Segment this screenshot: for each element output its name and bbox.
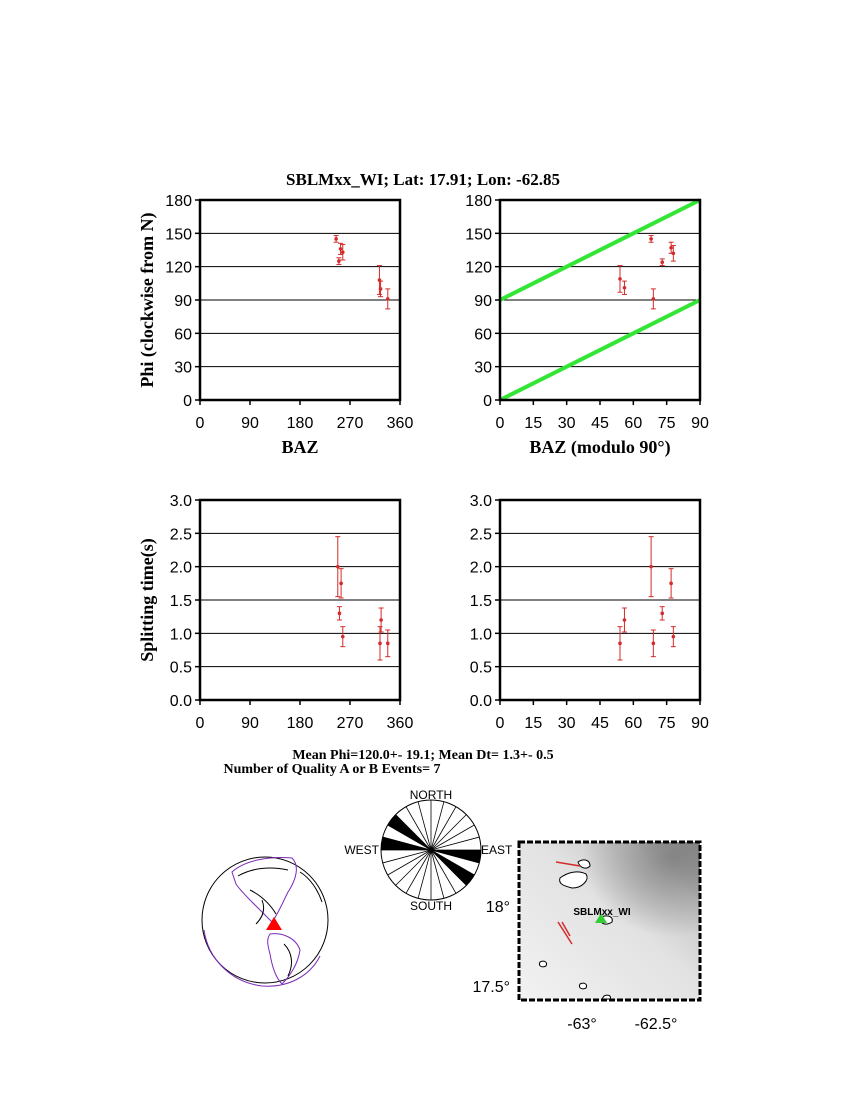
dt-mod90-ticks	[470, 493, 709, 732]
y-axis-label: Phi (clockwise from N)	[137, 212, 157, 388]
rose-label-east: EAST	[481, 843, 513, 857]
x-tick-label: 180	[286, 715, 314, 732]
y-tick-label: 150	[165, 226, 192, 244]
x-tick-label: 15	[524, 715, 543, 732]
x-tick-label: 75	[657, 415, 676, 432]
regional-map	[472, 842, 700, 1033]
x-tick-label: 75	[657, 715, 676, 732]
summary-mean: Mean Phi=120.0+- 19.1; Mean Dt= 1.3+- 0.5	[292, 748, 554, 763]
globe-outline	[202, 857, 328, 983]
y-tick-label: 30	[174, 359, 192, 377]
lon-label-63: -63°	[567, 1016, 597, 1033]
x-tick-label: 30	[557, 715, 576, 732]
summary-count: Number of Quality A or B Events= 7	[223, 762, 441, 777]
x-tick-label: 90	[241, 715, 259, 732]
y-tick-label: 2.5	[469, 526, 492, 544]
y-tick-label: 3.0	[169, 493, 192, 510]
data-point	[669, 582, 673, 586]
data-point	[623, 286, 627, 290]
data-point	[649, 237, 653, 241]
data-point	[378, 642, 382, 646]
y-tick-label: 1.0	[469, 626, 492, 644]
rose-spokes	[381, 800, 481, 900]
x-tick-label: 30	[557, 415, 576, 432]
data-point	[623, 618, 627, 622]
y-tick-label: 60	[174, 326, 192, 344]
panel-dt-vs-baz-mod90	[470, 493, 709, 732]
data-point	[379, 618, 383, 622]
data-point	[672, 635, 676, 639]
data-point	[669, 246, 673, 250]
y-tick-label: 90	[174, 293, 192, 310]
panel-dt-vs-baz	[137, 493, 413, 732]
y-tick-label: 0	[183, 393, 192, 410]
phi-points	[334, 236, 391, 309]
y-tick-label: 150	[465, 226, 492, 244]
panel-phi-vs-baz-mod90	[465, 193, 709, 458]
data-point	[660, 260, 664, 264]
data-point	[337, 259, 341, 263]
figure-title: SBLMxx_WI; Lat: 17.91; Lon: -62.85	[286, 170, 560, 189]
x-tick-label: 0	[495, 415, 505, 432]
station-label: SBLMxx_WI	[573, 907, 631, 918]
data-point	[379, 287, 383, 291]
data-point	[652, 297, 656, 301]
data-point	[618, 277, 622, 281]
y-tick-label: 0.5	[169, 659, 192, 677]
y-tick-label: 180	[165, 193, 192, 210]
data-point	[339, 582, 343, 586]
y-tick-label: 2.5	[169, 526, 192, 544]
dt-mod90-points	[618, 537, 676, 660]
rose-label-south: SOUTH	[410, 899, 452, 913]
data-point	[652, 642, 656, 646]
phi-grid	[200, 233, 400, 366]
rose-diagram	[344, 788, 513, 913]
data-point	[341, 250, 345, 254]
phi-ticks	[165, 193, 413, 432]
data-point	[660, 612, 664, 616]
y-tick-label: 180	[465, 193, 492, 210]
x-tick-label: 0	[195, 715, 205, 732]
x-tick-label: 90	[691, 715, 709, 732]
data-point	[341, 635, 345, 639]
x-tick-label: 60	[624, 715, 643, 732]
data-point	[649, 565, 653, 569]
rose-label-north: NORTH	[409, 788, 453, 802]
y-tick-label: 120	[465, 259, 492, 277]
x-axis-label: BAZ	[281, 437, 319, 457]
y-tick-label: 0.0	[469, 693, 492, 710]
y-tick-label: 90	[474, 293, 492, 310]
data-point	[339, 247, 343, 251]
x-tick-label: 45	[591, 415, 609, 432]
y-tick-label: 60	[474, 326, 492, 344]
y-tick-label: 1.0	[169, 626, 192, 644]
lat-label-17-5: 17.5°	[472, 979, 510, 996]
globe-map	[202, 857, 328, 986]
dt-points	[335, 537, 390, 660]
x-tick-label: 360	[386, 715, 414, 732]
y-tick-label: 0	[483, 393, 492, 410]
y-axis-label: Splitting time(s)	[137, 538, 157, 662]
dt-ticks	[170, 493, 414, 732]
dt-mod90-grid	[500, 533, 700, 666]
phi-mod90-points	[618, 236, 676, 309]
x-axis-label: BAZ (modulo 90°)	[529, 437, 671, 457]
panel-phi-vs-baz	[137, 193, 413, 457]
y-tick-label: 0.0	[169, 693, 192, 710]
y-tick-label: 2.0	[169, 559, 192, 577]
data-point	[672, 252, 676, 256]
x-tick-label: 270	[336, 715, 364, 732]
data-point	[334, 237, 338, 241]
y-tick-label: 1.5	[469, 593, 492, 610]
island-outline	[579, 983, 586, 989]
lon-label-62-5: -62.5°	[634, 1016, 678, 1033]
x-tick-label: 15	[524, 415, 543, 432]
island-outline	[539, 961, 546, 967]
y-tick-label: 30	[474, 359, 492, 377]
y-tick-label: 3.0	[469, 493, 492, 510]
data-point	[336, 565, 340, 569]
data-point	[618, 642, 622, 646]
x-tick-label: 360	[386, 415, 414, 432]
data-point	[386, 642, 390, 646]
x-tick-label: 270	[336, 415, 364, 432]
data-point	[338, 612, 342, 616]
x-tick-label: 45	[591, 715, 609, 732]
reference-line	[500, 200, 700, 300]
lat-label-18: 18°	[485, 899, 510, 916]
y-tick-label: 0.5	[469, 659, 492, 677]
reference-line	[500, 300, 700, 400]
y-tick-label: 2.0	[469, 559, 492, 577]
dt-grid	[200, 533, 400, 666]
x-tick-label: 0	[195, 415, 205, 432]
x-tick-label: 90	[241, 415, 259, 432]
x-tick-label: 0	[495, 715, 505, 732]
x-tick-label: 180	[286, 415, 314, 432]
y-tick-label: 1.5	[169, 593, 192, 610]
rose-label-west: WEST	[344, 843, 379, 857]
y-tick-label: 120	[165, 259, 192, 277]
x-tick-label: 90	[691, 415, 709, 432]
x-tick-label: 60	[624, 415, 643, 432]
data-point	[386, 297, 390, 301]
